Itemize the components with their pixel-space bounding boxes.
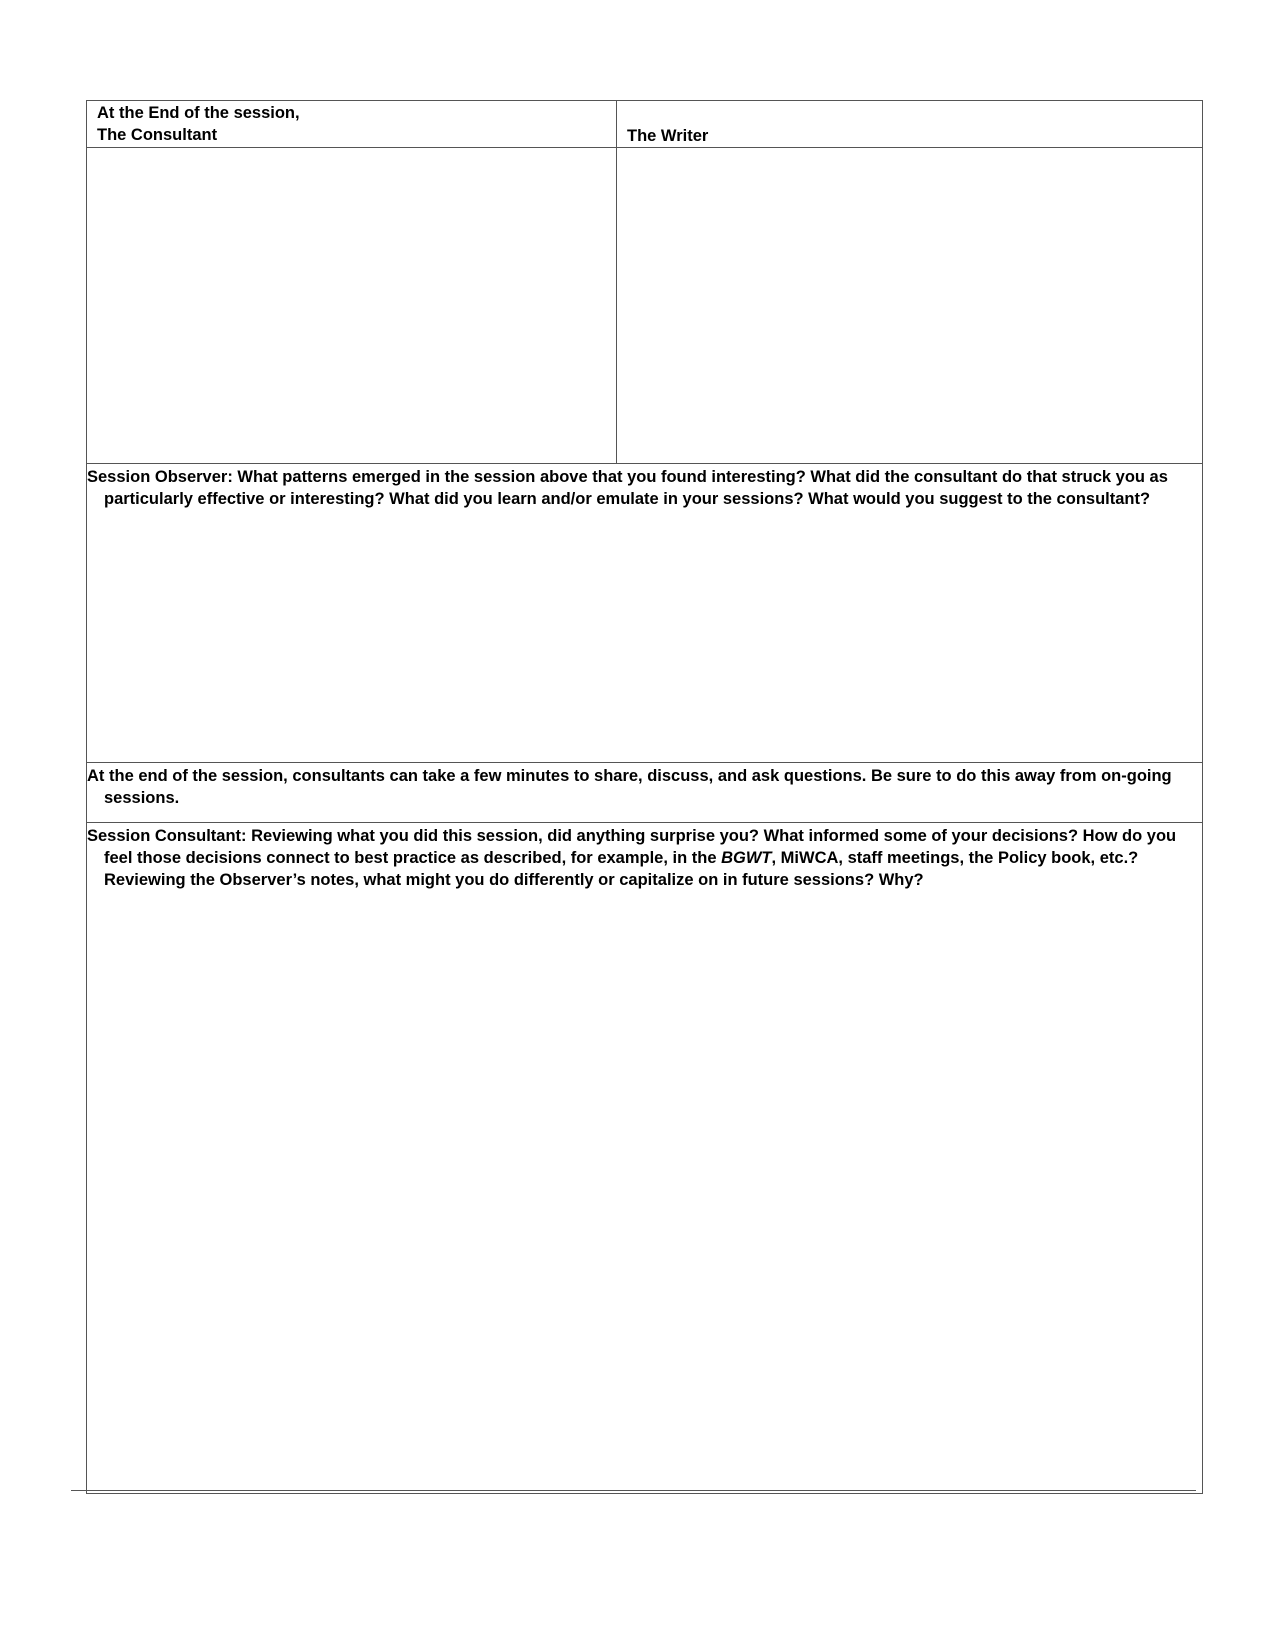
consultant-prompt-italic: BGWT: [721, 849, 772, 867]
consultant-prompt: [87, 823, 1202, 1493]
observer-prompt: Session Observer: What patterns emerged in the session above that you found interesting? What did the consultant do that struck you as particularly effective or interesting? What did you learn and/or emulate in your sessions? What would you suggest to the consultant?: [87, 468, 1168, 508]
consultant-notes-area[interactable]: [87, 148, 617, 463]
header-row: [87, 101, 1202, 148]
consultant-column-header: [87, 101, 617, 147]
observer-row[interactable]: [87, 464, 1202, 763]
header-left-line1: At the End of the session,: [97, 104, 300, 122]
header-right-label: The Writer: [627, 127, 709, 145]
consultant-prompt-part2: , MiWCA, staff meetings, the Policy book, etc.? Reviewing the Observer’s notes, what might you do differently or capitalize on in future sessions? Why?: [104, 849, 1139, 889]
header-left-line2: The Consultant: [97, 126, 218, 144]
share-instructions: At the end of the session, consultants can take a few minutes to share, discuss, and ask questions. Be sure to do this away from on-going sessions.: [87, 767, 1172, 807]
reflection-form: [86, 100, 1203, 1494]
consultant-reflection-row[interactable]: [87, 823, 1202, 1493]
share-row: [87, 763, 1202, 823]
consultant-prompt-part1: Session Consultant: Reviewing what you did this session, did anything surprise you? What informed some of your decisions? How do you feel those decisions connect to best practice as described, for example, in the: [87, 827, 1177, 867]
writer-notes-area[interactable]: [617, 148, 1202, 463]
notes-row: [87, 148, 1202, 464]
bottom-rule: [71, 1490, 1196, 1491]
writer-column-header: [617, 101, 1202, 147]
